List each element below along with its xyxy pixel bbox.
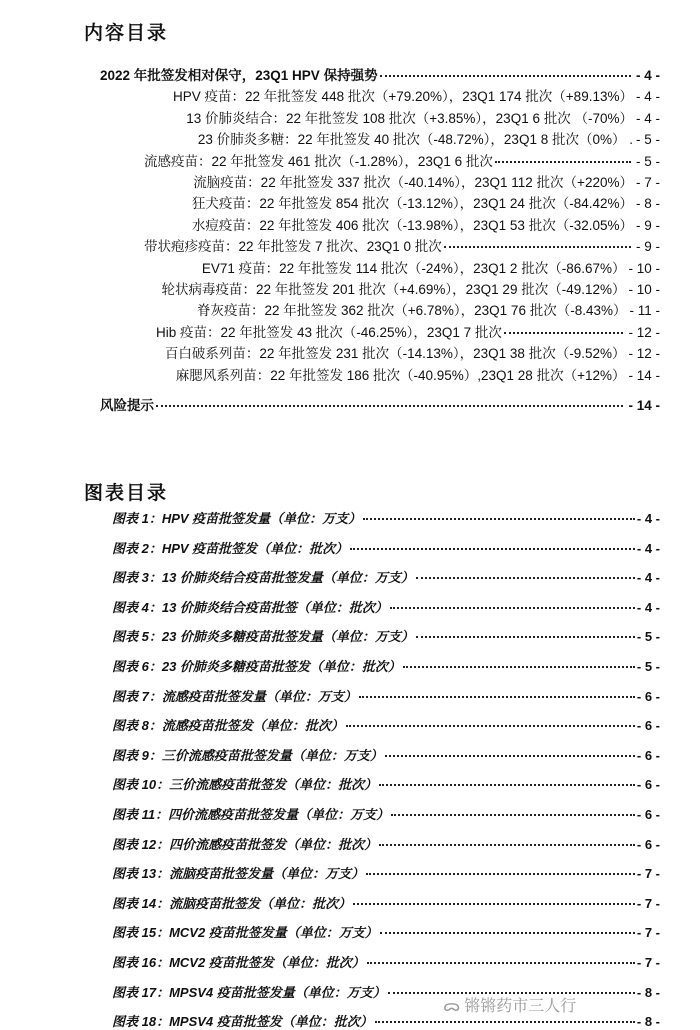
figure-entry-page: - 6 -: [636, 718, 660, 734]
toc-entry-page: - 12 -: [628, 346, 660, 362]
dot-leader: [380, 75, 631, 77]
figure-entry[interactable]: [112, 718, 660, 733]
dot-leader: [366, 873, 635, 875]
toc-entry-page: - 9 -: [635, 239, 660, 255]
toc-entry-text: 狂犬疫苗：22 年批签发 854 批次（-13.12%），23Q1 24 批次（-84.42%）: [191, 196, 633, 212]
figure-entry-text: 图表 16：MCV2 疫苗批签发（单位：批次）: [112, 955, 365, 970]
figure-entry-page: - 6 -: [636, 807, 660, 822]
figure-entry-page: - 7 -: [636, 866, 660, 882]
toc-entry[interactable]: [100, 64, 660, 84]
figure-entry[interactable]: [112, 777, 660, 792]
figure-entry-page: - 5 -: [636, 659, 660, 674]
figure-entry-text: 图表 3：13 价肺炎结合疫苗批签发量（单位：万支）: [112, 570, 414, 586]
toc-entry[interactable]: [100, 342, 660, 362]
toc-entry-text: 2022 年批签发相对保守，23Q1 HPV 保持强势: [100, 68, 378, 83]
figure-entry[interactable]: [112, 896, 660, 911]
dot-leader: [350, 548, 635, 550]
figure-entry-page: - 6 -: [636, 688, 660, 704]
figure-entry[interactable]: [112, 600, 660, 615]
toc-entry[interactable]: [100, 321, 660, 341]
toc-entry[interactable]: [100, 299, 660, 319]
figure-entry[interactable]: [112, 837, 660, 852]
figure-entry-page: - 7 -: [636, 925, 660, 941]
figure-entry-text: 图表 2：HPV 疫苗批签发（单位：批次）: [112, 540, 349, 556]
figure-entry-page: - 8 -: [636, 984, 660, 1000]
dot-leader: [385, 755, 635, 757]
figure-entry-text: 图表 17：MPSV4 疫苗批签发量（单位：万支）: [112, 984, 386, 1000]
toc-entry[interactable]: [100, 214, 660, 234]
dot-leader: [444, 246, 631, 248]
toc-entry[interactable]: [100, 128, 660, 148]
figure-entry-text: 图表 4：13 价肺炎结合疫苗批签（单位：批次）: [112, 599, 388, 615]
toc-entry-page: - 9 -: [635, 217, 660, 233]
toc-entry[interactable]: [100, 235, 660, 255]
figure-entry-page: - 4 -: [636, 511, 660, 526]
figure-entry-text: 图表 5：23 价肺炎多糖疫苗批签发量（单位：万支）: [112, 629, 414, 645]
figure-entry[interactable]: [112, 748, 660, 763]
figure-entry-page: - 8 -: [636, 1014, 660, 1030]
figure-entry[interactable]: [112, 807, 660, 822]
figure-entry-page: - 5 -: [636, 629, 660, 645]
dot-leader: [380, 932, 635, 934]
toc-entry-text: 流脑疫苗：22 年批签发 337 批次（-40.14%），23Q1 112 批次（+220%）: [193, 175, 633, 190]
dot-leader: [156, 405, 623, 407]
toc-entry-page: - 14 -: [628, 398, 660, 413]
dot-leader: [504, 332, 624, 334]
toc-entry-page: - 5 -: [635, 153, 660, 169]
dot-leader: [416, 636, 635, 638]
figure-entry[interactable]: [112, 925, 660, 940]
toc-entry-text: HPV 疫苗：22 年批签发 448 批次（+79.20%），23Q1 174 批次（+89.13%）: [173, 89, 633, 105]
watermark-text: 锵锵药市三人行: [464, 998, 577, 1015]
toc-entry-text: 麻腮风系列苗：22 年批签发 186 批次（-40.95%）,23Q1 28 批次（+12%）: [175, 367, 626, 383]
figure-entry[interactable]: [112, 985, 660, 1000]
dot-leader: [375, 1021, 635, 1023]
toc-entry[interactable]: [100, 150, 660, 170]
figure-entry-page: - 4 -: [636, 570, 660, 586]
figure-entry[interactable]: [112, 1014, 660, 1029]
figure-entry[interactable]: [112, 541, 660, 556]
figure-entry-page: - 6 -: [636, 777, 660, 793]
dot-leader: [390, 607, 635, 609]
toc-entry-page: - 10 -: [628, 282, 660, 297]
toc-entry-page: - 12 -: [628, 324, 660, 340]
toc-entry-text: 风险提示: [100, 398, 154, 413]
figure-entry-page: - 7 -: [636, 895, 660, 911]
toc-entry[interactable]: [100, 278, 660, 298]
watermark: [440, 1000, 579, 1014]
toc-entry-text: 13 价肺炎结合：22 年批签发 108 批次（+3.85%），23Q1 6 批次 （-70%）: [186, 110, 633, 126]
figure-entry[interactable]: [112, 955, 660, 970]
figure-entry-text: 图表 12：四价流感疫苗批签发（单位：批次）: [112, 836, 378, 852]
figure-entry-text: 图表 15：MCV2 疫苗批签发量（单位：万支）: [112, 925, 378, 941]
dot-leader: [379, 844, 635, 846]
dot-leader: [353, 903, 635, 905]
toc-entry[interactable]: [100, 107, 660, 127]
figure-entry[interactable]: [112, 659, 660, 674]
toc-entry-page: - 11 -: [629, 303, 660, 319]
toc-entry[interactable]: [100, 85, 660, 105]
toc-entry-page: - 4 -: [635, 89, 660, 105]
dot-leader: [403, 666, 635, 668]
figure-entry-text: 图表 10：三价流感疫苗批签发（单位：批次）: [112, 777, 378, 793]
toc-entry[interactable]: [100, 364, 660, 384]
figure-entry-text: 图表 8：流感疫苗批签发（单位：批次）: [112, 718, 344, 734]
dot-leader: [363, 518, 635, 520]
toc-entry[interactable]: [100, 394, 660, 414]
toc-title: 内容目录: [84, 23, 169, 44]
figure-entry-page: - 6 -: [636, 747, 660, 763]
figure-entry-text: 图表 13：流脑疫苗批签发量（单位：万支）: [112, 866, 365, 882]
toc-entry-text: Hib 疫苗：22 年批签发 43 批次（-46.25%），23Q1 7 批次: [156, 324, 502, 340]
toc-entry-page: - 7 -: [635, 175, 660, 190]
figure-entry-page: - 6 -: [636, 836, 660, 852]
toc-entry-page: - 10 -: [628, 260, 660, 276]
toc-entry-text: 轮状病毒疫苗：22 年批签发 201 批次（+4.69%），23Q1 29 批次（-49.12%）: [161, 282, 626, 297]
figure-entry[interactable]: [112, 629, 660, 644]
figure-entry-text: 图表 18：MPSV4 疫苗批签发（单位：批次）: [112, 1014, 373, 1030]
figure-entry[interactable]: [112, 866, 660, 881]
figure-entry[interactable]: [112, 570, 660, 585]
toc-entry-text: 带状疱疹疫苗：22 年批签发 7 批次、23Q1 0 批次: [144, 239, 442, 255]
figure-entry-text: 图表 9：三价流感疫苗批签发量（单位：万支）: [112, 747, 383, 763]
toc-entry[interactable]: [100, 257, 660, 277]
figure-entry-page: - 7 -: [636, 955, 660, 970]
figure-entry-text: 图表 6：23 价肺炎多糖疫苗批签发（单位：批次）: [112, 659, 401, 674]
toc-entry-page: - 8 -: [635, 196, 660, 212]
dot-leader: [388, 992, 635, 994]
figure-entry-text: 图表 7：流感疫苗批签发量（单位：万支）: [112, 688, 357, 704]
dot-leader: [416, 577, 635, 579]
figure-entry-page: - 4 -: [636, 540, 660, 556]
figure-list-title: 图表目录: [84, 483, 169, 504]
dot-leader: [359, 696, 635, 698]
toc-entry-text: 流感疫苗：22 年批签发 461 批次（-1.28%），23Q1 6 批次: [144, 153, 493, 169]
figure-entry-page: - 4 -: [636, 599, 660, 615]
dot-leader: [379, 784, 635, 786]
toc-entry[interactable]: [100, 171, 660, 191]
wechat-icon: ᯅ: [443, 998, 461, 1015]
toc-entry-page: - 4 -: [635, 68, 660, 83]
toc-entry-text: 百白破系列苗：22 年批签发 231 批次（-14.13%），23Q1 38 批次（-9.52%）: [164, 346, 626, 362]
toc-entry-text: 水痘疫苗：22 年批签发 406 批次（-13.98%），23Q1 53 批次（-32.05%）: [191, 217, 633, 233]
dot-leader: [346, 725, 635, 727]
toc-entry-page: - 14 -: [628, 367, 660, 383]
figure-entry-text: 图表 1：HPV 疫苗批签发量（单位：万支）: [112, 511, 362, 526]
figure-entry-text: 图表 14：流脑疫苗批签发（单位：批次）: [112, 895, 352, 911]
figure-entry-text: 图表 11：四价流感疫苗批签发量（单位：万支）: [112, 807, 390, 822]
toc-entry-page: - 5 -: [635, 132, 660, 148]
dot-leader: [391, 814, 635, 816]
dot-leader: [367, 962, 635, 964]
toc-entry-text: 脊灰疫苗：22 年批签发 362 批次（+6.78%），23Q1 76 批次（-8.43%）: [196, 303, 627, 319]
toc-entry-page: - 4 -: [635, 110, 660, 126]
dot-leader: [495, 161, 631, 163]
figure-entry[interactable]: [112, 689, 660, 704]
toc-entry-text: 23 价肺炎多糖：22 年批签发 40 批次（-48.72%），23Q1 8 批次（0%） .: [197, 132, 633, 148]
toc-entry-text: EV71 疫苗：22 年批签发 114 批次（-24%），23Q1 2 批次（-86.67%）: [201, 260, 626, 276]
toc-entry[interactable]: [100, 192, 660, 212]
figure-entry[interactable]: [112, 511, 660, 526]
